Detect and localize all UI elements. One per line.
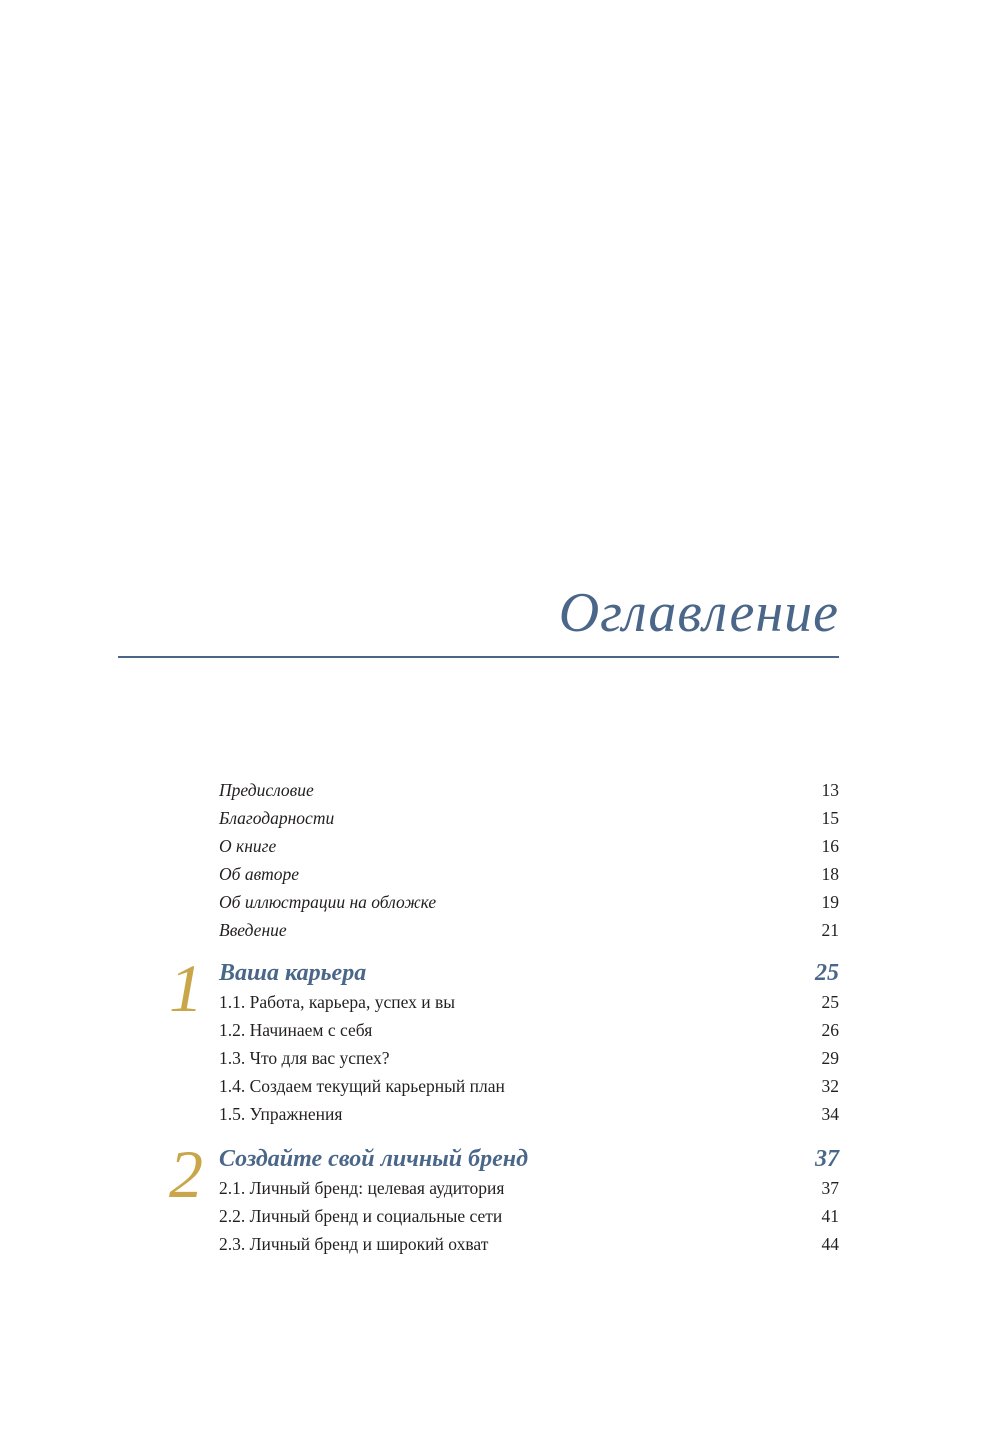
chapter-number: 1: [169, 950, 203, 1026]
toc-entry-page: 26: [821, 1020, 839, 1040]
toc-entry-label: 2.3. Личный бренд и широкий охват: [219, 1234, 489, 1254]
toc-section-entry[interactable]: [219, 1044, 839, 1072]
toc-entry-label: Об иллюстрации на обложке: [219, 892, 437, 912]
toc-entry-page: 16: [821, 836, 839, 856]
toc-entry-about-book[interactable]: [219, 832, 839, 860]
toc-entry-page: 29: [821, 1048, 839, 1068]
toc-entry-page: 44: [821, 1234, 839, 1254]
toc-entry-cover-illustration[interactable]: [219, 888, 839, 916]
toc-entry-label: 1.5. Упражнения: [219, 1104, 343, 1124]
toc-section-entry[interactable]: [219, 1072, 839, 1100]
chapter-page: 25: [815, 960, 839, 986]
chapter-title: Создайте свой личный бренд: [219, 1146, 529, 1172]
toc-entry-page: 34: [821, 1104, 839, 1124]
toc-entry-page: 19: [821, 892, 839, 912]
toc-entry-page: 15: [821, 808, 839, 828]
toc-entry-page: 21: [821, 920, 839, 940]
chapter-1: [169, 950, 839, 1128]
toc-entry-about-author[interactable]: [219, 860, 839, 888]
toc-entry-page: 18: [821, 864, 839, 884]
toc-entry-label: О книге: [219, 836, 277, 856]
toc-entry-page: 37: [821, 1178, 839, 1198]
title-divider: [118, 656, 839, 658]
toc-entry-preface[interactable]: [219, 776, 839, 804]
toc-entry-label: 1.4. Создаем текущий карьерный план: [219, 1076, 505, 1096]
toc-entry-label: Предисловие: [219, 780, 314, 800]
toc-entry-label: Об авторе: [219, 864, 300, 884]
toc-section-entry[interactable]: [219, 1100, 839, 1128]
chapter-number: 2: [169, 1136, 203, 1212]
toc-section-entry[interactable]: [219, 1174, 839, 1202]
toc-entry-label: 1.1. Работа, карьера, успех и вы: [219, 992, 456, 1012]
toc-entry-label: 2.2. Личный бренд и социальные сети: [219, 1206, 503, 1226]
chapter-heading[interactable]: [219, 1144, 839, 1174]
toc-entry-label: 1.2. Начинаем с себя: [219, 1020, 373, 1040]
toc-entry-page: 13: [821, 780, 839, 800]
table-of-contents: [169, 776, 839, 1258]
toc-section-entry[interactable]: [219, 1230, 839, 1258]
toc-entry-page: 25: [821, 992, 839, 1012]
toc-section-entry[interactable]: [219, 1202, 839, 1230]
toc-entry-acknowledgments[interactable]: [219, 804, 839, 832]
toc-entry-label: 1.3. Что для вас успех?: [219, 1048, 390, 1068]
toc-entry-page: 32: [821, 1076, 839, 1096]
toc-section-entry[interactable]: [219, 1016, 839, 1044]
toc-entry-label: 2.1. Личный бренд: целевая аудитория: [219, 1178, 505, 1198]
chapter-2: [169, 1136, 839, 1258]
toc-entry-label: Введение: [219, 920, 287, 940]
page-title: Оглавление: [558, 582, 839, 644]
toc-entry-page: 41: [821, 1206, 839, 1226]
toc-entry-introduction[interactable]: [219, 916, 839, 944]
chapter-page: 37: [815, 1146, 839, 1172]
chapter-title: Ваша карьера: [219, 960, 367, 986]
chapter-heading[interactable]: [219, 958, 839, 988]
toc-entry-label: Благодарности: [219, 808, 335, 828]
toc-section-entry[interactable]: [219, 988, 839, 1016]
